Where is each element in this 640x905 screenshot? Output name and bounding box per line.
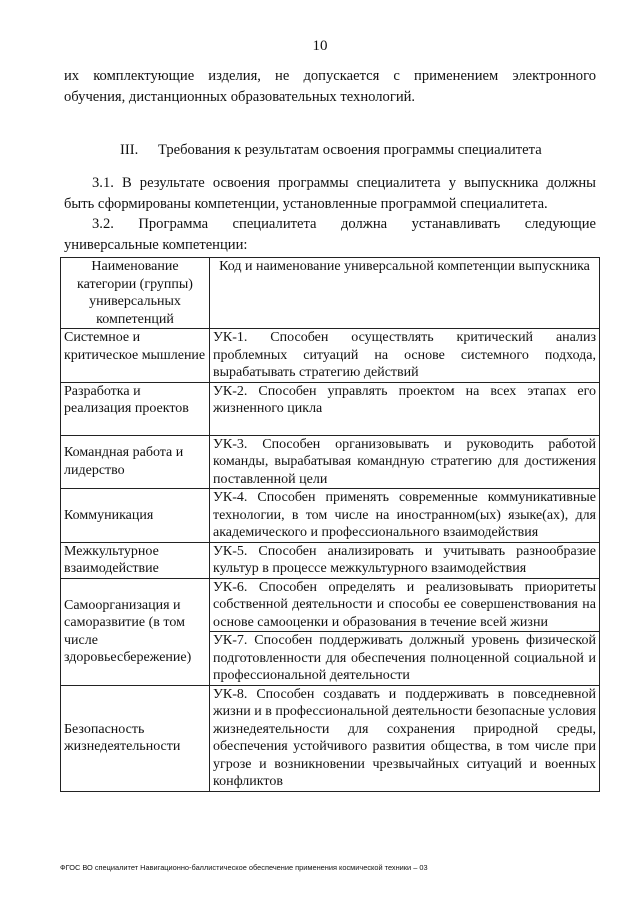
table-row — [61, 489, 600, 543]
section-heading — [120, 142, 542, 159]
category-cell: Безопасность жизнедеятельности — [61, 685, 210, 791]
table-header-row — [61, 258, 600, 329]
competency-cell: УК-8. Способен создавать и поддерживать в повседневной жизни и в профессиональной деятельности безопасные условия жизнедеятельности для сохранения природной среды, обеспечения устойчивого развития общества, в том числе при угрозе и возникновении чрезвычайных ситуаций и военных конфликтов — [210, 685, 600, 791]
competency-cell: УК-2. Способен управлять проектом на всех этапах его жизненного цикла — [210, 382, 600, 435]
intro-line-1: их комплектующие изделия, не допускается с применением электронного — [64, 68, 596, 84]
paragraph-3-2-line-2: универсальные компетенции: — [64, 237, 248, 253]
paragraph-3-1-line-1: 3.1. В результате освоения программы специалитета у выпускника должны — [92, 175, 596, 191]
paragraph-3-2 — [64, 214, 596, 256]
category-cell: Самоорганизация и саморазвитие (в том числе здоровьесбережение) — [61, 578, 210, 685]
competency-cell: УК-4. Способен применять современные коммуникативные технологии, в том числе на иностранном(ых) языке(ах), для академического и профессионального взаимодействия — [210, 489, 600, 543]
header-code-cell: Код и наименование универсальной компетенции выпускника — [210, 258, 600, 329]
page-number: 10 — [312, 38, 328, 54]
category-cell: Коммуникация — [61, 489, 210, 543]
category-cell: Командная работа и лидерство — [61, 435, 210, 489]
category-cell: Разработка и реализация проектов — [61, 382, 210, 435]
competency-cell: УК-3. Способен организовывать и руководить работой команды, вырабатывая командную стратегию для достижения поставленной цели — [210, 435, 600, 489]
paragraph-3-2-line-1: 3.2. Программа специалитета должна устанавливать следующие — [92, 216, 596, 232]
section-number: III. — [120, 142, 139, 158]
intro-line-2: обучения, дистанционных образовательных технологий. — [64, 89, 416, 105]
competency-cell: УК-6. Способен определять и реализовывать приоритеты собственной деятельности и способы ее совершенствования на основе самооценки и образования в течение всей жизни — [210, 578, 600, 632]
table-row — [61, 382, 600, 435]
table-row — [61, 329, 600, 383]
table-row — [61, 542, 600, 578]
table-row — [61, 435, 600, 489]
page-footer: ФГОС ВО специалитет Навигационно-баллистическое обеспечение применения космической техники – 03 — [60, 863, 428, 872]
competencies-table — [60, 257, 600, 792]
competency-cell: УК-1. Способен осуществлять критический анализ проблемных ситуаций на основе системного подхода, вырабатывать стратегию действий — [210, 329, 600, 383]
header-category-cell: Наименование категории (группы) универсальных компетенций — [61, 258, 210, 329]
paragraph-3-1-line-2: быть сформированы компетенции, установленные программой специалитета. — [64, 196, 548, 212]
category-cell: Системное и критическое мышление — [61, 329, 210, 383]
intro-paragraph — [64, 66, 596, 108]
category-cell: Межкультурное взаимодействие — [61, 542, 210, 578]
competency-cell: УК-5. Способен анализировать и учитывать разнообразие культур в процессе межкультурного взаимодействия — [210, 542, 600, 578]
section-title: Требования к результатам освоения программы специалитета — [158, 142, 542, 158]
paragraph-3-1 — [64, 173, 596, 215]
competency-cell: УК-7. Способен поддерживать должный уровень физической подготовленности для обеспечения полноценной социальной и профессиональной деятельности — [210, 632, 600, 686]
table-row — [61, 578, 600, 632]
table-row — [61, 685, 600, 791]
